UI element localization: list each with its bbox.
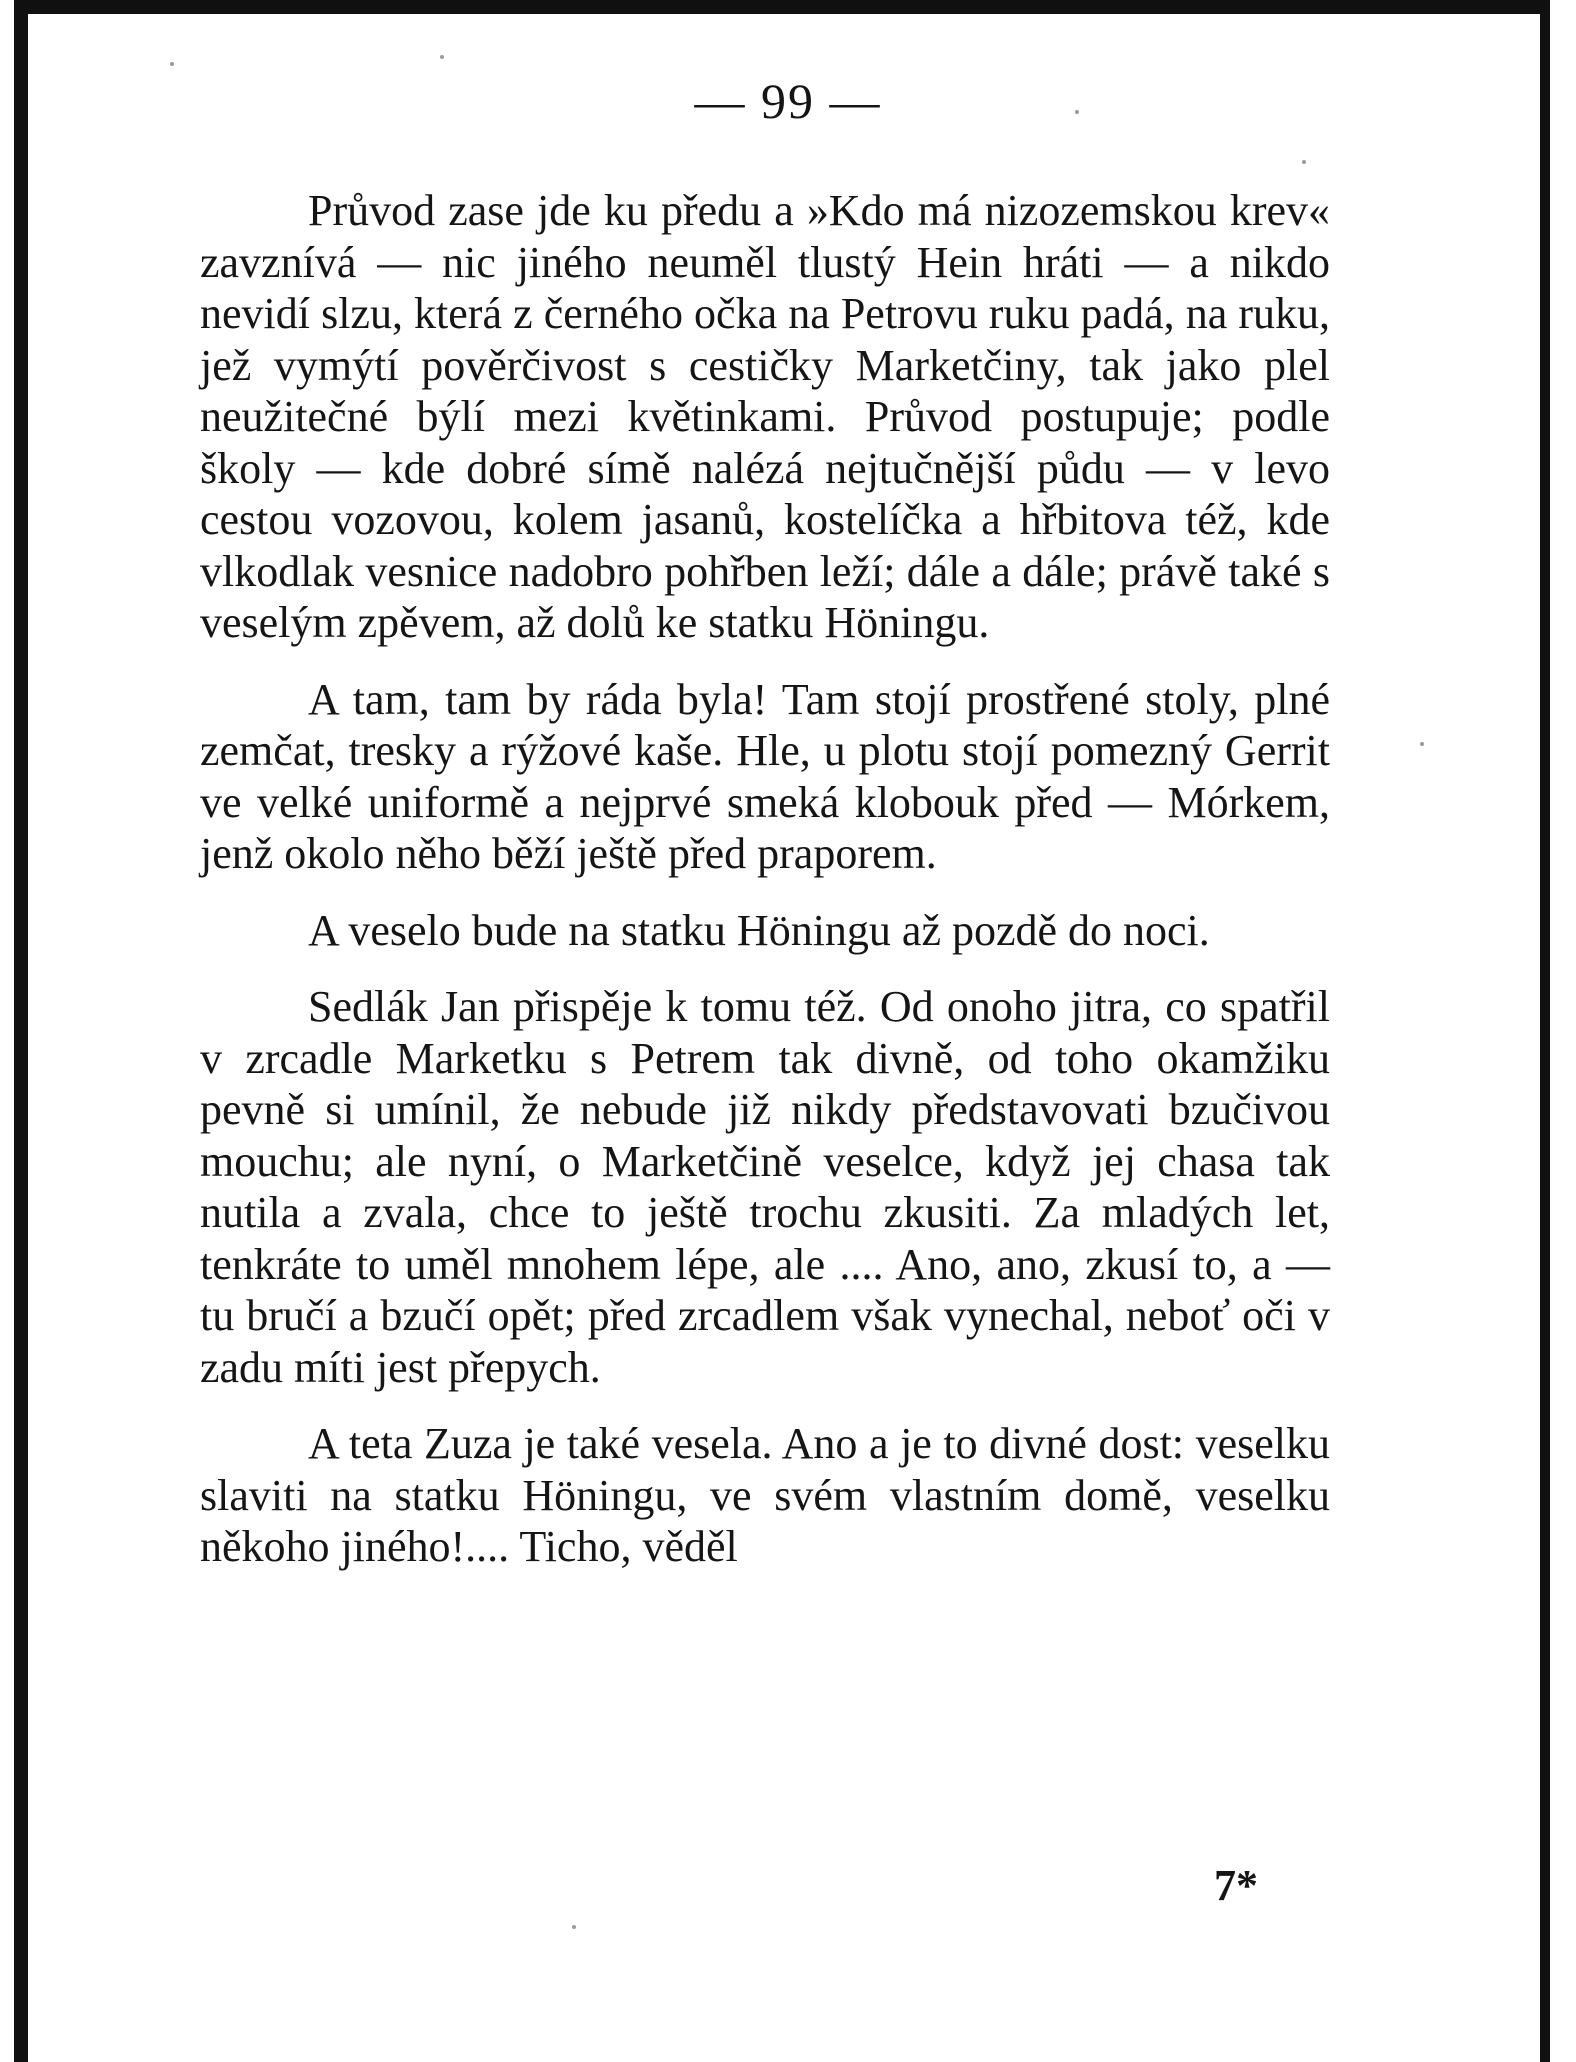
- body-text: [200, 185, 1330, 1598]
- signature-mark: 7*: [1214, 1861, 1258, 1910]
- scan-speck: [1302, 160, 1306, 164]
- page-number: — 99 —: [694, 73, 882, 129]
- paragraph-1: Průvod zase jde ku předu a »Kdo má nizozemskou krev« zavznívá — nic jiného neuměl tlustý Hein hráti — a nikdo nevidí slzu, která z černého očka na Petrovu ruku padá, na ruku, jež vymýtí pověrčivost s cestičky Marketčiny, tak jako plel neužitečné býlí mezi květinkami. Průvod postupuje; podle školy — kde dobré símě nalézá nejtučnější půdu — v levo cestou vozovou, kolem jasanů, kostelíčka a hřbitova též, kde vlkodlak vesnice nadobro pohřben leží; dále a dále; právě také s veselým zpěvem, až dolů ke statku Höningu.: [200, 186, 1330, 647]
- scan-speck: [440, 55, 444, 59]
- scan-speck: [1075, 110, 1079, 114]
- paragraph-5: A teta Zuza je také vesela. Ano a je to divné dost: veselku slaviti na statku Höningu, ve svém vlastním domě, veselku někoho jiného!.... Ticho, věděl: [200, 1419, 1330, 1571]
- scan-speck: [572, 1925, 576, 1929]
- paragraph-3: A veselo bude na statku Höningu až pozdě do noci.: [308, 905, 1210, 955]
- paragraph-2: A tam, tam by ráda byla! Tam stojí prostřené stoly, plné zemčat, tresky a rýžové kaše. Hle, u plotu stojí pomezný Gerrit ve velké uniformě a nejprvé smeká klobouk před — Mórkem, jenž okolo něho běží ještě před praporem.: [200, 674, 1330, 878]
- scan-speck: [1420, 742, 1424, 746]
- paragraph-4: Sedlák Jan přispěje k tomu též. Od onoho jitra, co spatřil v zrcadle Marketku s Petrem tak divně, od toho okamžiku pevně si umínil, že nebude již nikdy představovati bzučivou mouchu; ale nyní, o Marketčině veselce, když jej chasa tak nutila a zvala, chce to ještě trochu zkusiti. Za mladých let, tenkráte to uměl mnohem lépe, ale .... Ano, ano, zkusí to, a — tu bručí a bzučí opět; před zrcadlem však vynechal, neboť oči v zadu míti jest přepych.: [200, 982, 1330, 1392]
- scan-speck: [170, 62, 174, 66]
